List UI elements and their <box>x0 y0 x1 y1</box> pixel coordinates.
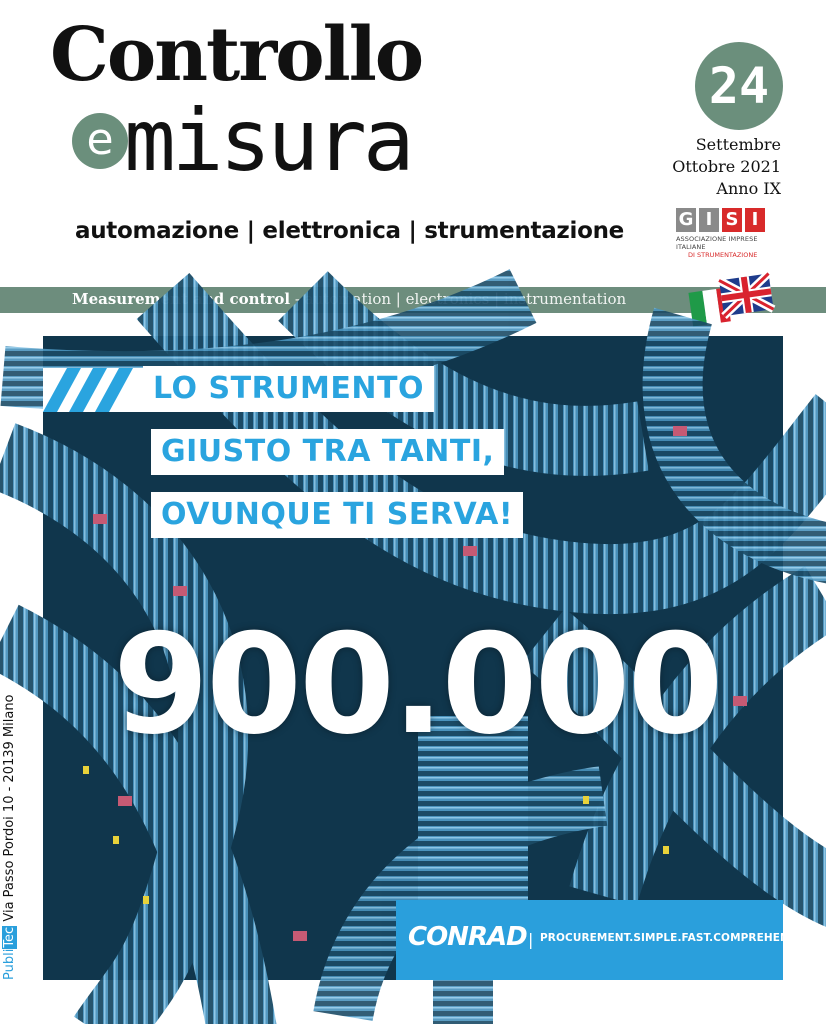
gisi-letter-i: I <box>699 208 719 232</box>
conrad-claim: PROCUREMENT.SIMPLE.FAST.COMPREHENSIVE. <box>540 932 821 944</box>
conrad-brand-bar <box>396 900 821 980</box>
conrad-separator: | <box>528 930 534 949</box>
issue-date-month: Settembre <box>695 135 781 154</box>
italy-uk-flag-icon <box>686 273 776 329</box>
publisher-street: Via Passo Pordoi 10 - 20139 Milano <box>2 694 17 922</box>
magazine-title-controllo: Controllo <box>50 12 423 98</box>
ad-headline-line-2: GIUSTO TRA TANTI, <box>151 429 504 475</box>
gisi-association-name: ASSOCIAZIONE IMPRESE ITALIANE <box>676 235 758 251</box>
gisi-logo <box>676 208 786 259</box>
conrad-logo: CONRAD <box>408 922 527 952</box>
conrad-advertisement <box>43 336 821 980</box>
publisher-name-part-2: Tec <box>2 926 17 948</box>
issue-number-badge: 24 <box>695 42 783 130</box>
magazine-tagline: automazione | elettronica | strumentazione <box>75 218 624 244</box>
publisher-address <box>2 680 24 980</box>
ad-headline-line-1: LO STRUMENTO <box>143 366 434 412</box>
gisi-letter-g: G <box>676 208 696 232</box>
gisi-association-name-2: DI STRUMENTAZIONE <box>688 251 758 259</box>
gisi-letter-i2: I <box>745 208 765 232</box>
gisi-letter-s: S <box>722 208 742 232</box>
issue-date-volume: Anno IX <box>716 179 781 198</box>
issue-date-month-year: Ottobre 2021 <box>672 157 781 176</box>
issue-date <box>672 134 781 200</box>
ad-headline-line-3: OVUNQUE TI SERVA! <box>151 492 523 538</box>
ad-big-number: 900.000 <box>113 604 721 765</box>
english-subtitle-bold: Measurement and control <box>72 290 291 308</box>
magazine-title-misura: misura <box>124 91 411 191</box>
gisi-letters <box>676 208 786 232</box>
english-subtitle-rest: - automation | electronics | instrumentation <box>290 290 627 308</box>
diagonal-stripes-icon <box>43 368 143 412</box>
magazine-title-e-circle: e <box>72 113 128 169</box>
publisher-name-part-1: Publi <box>2 948 17 980</box>
